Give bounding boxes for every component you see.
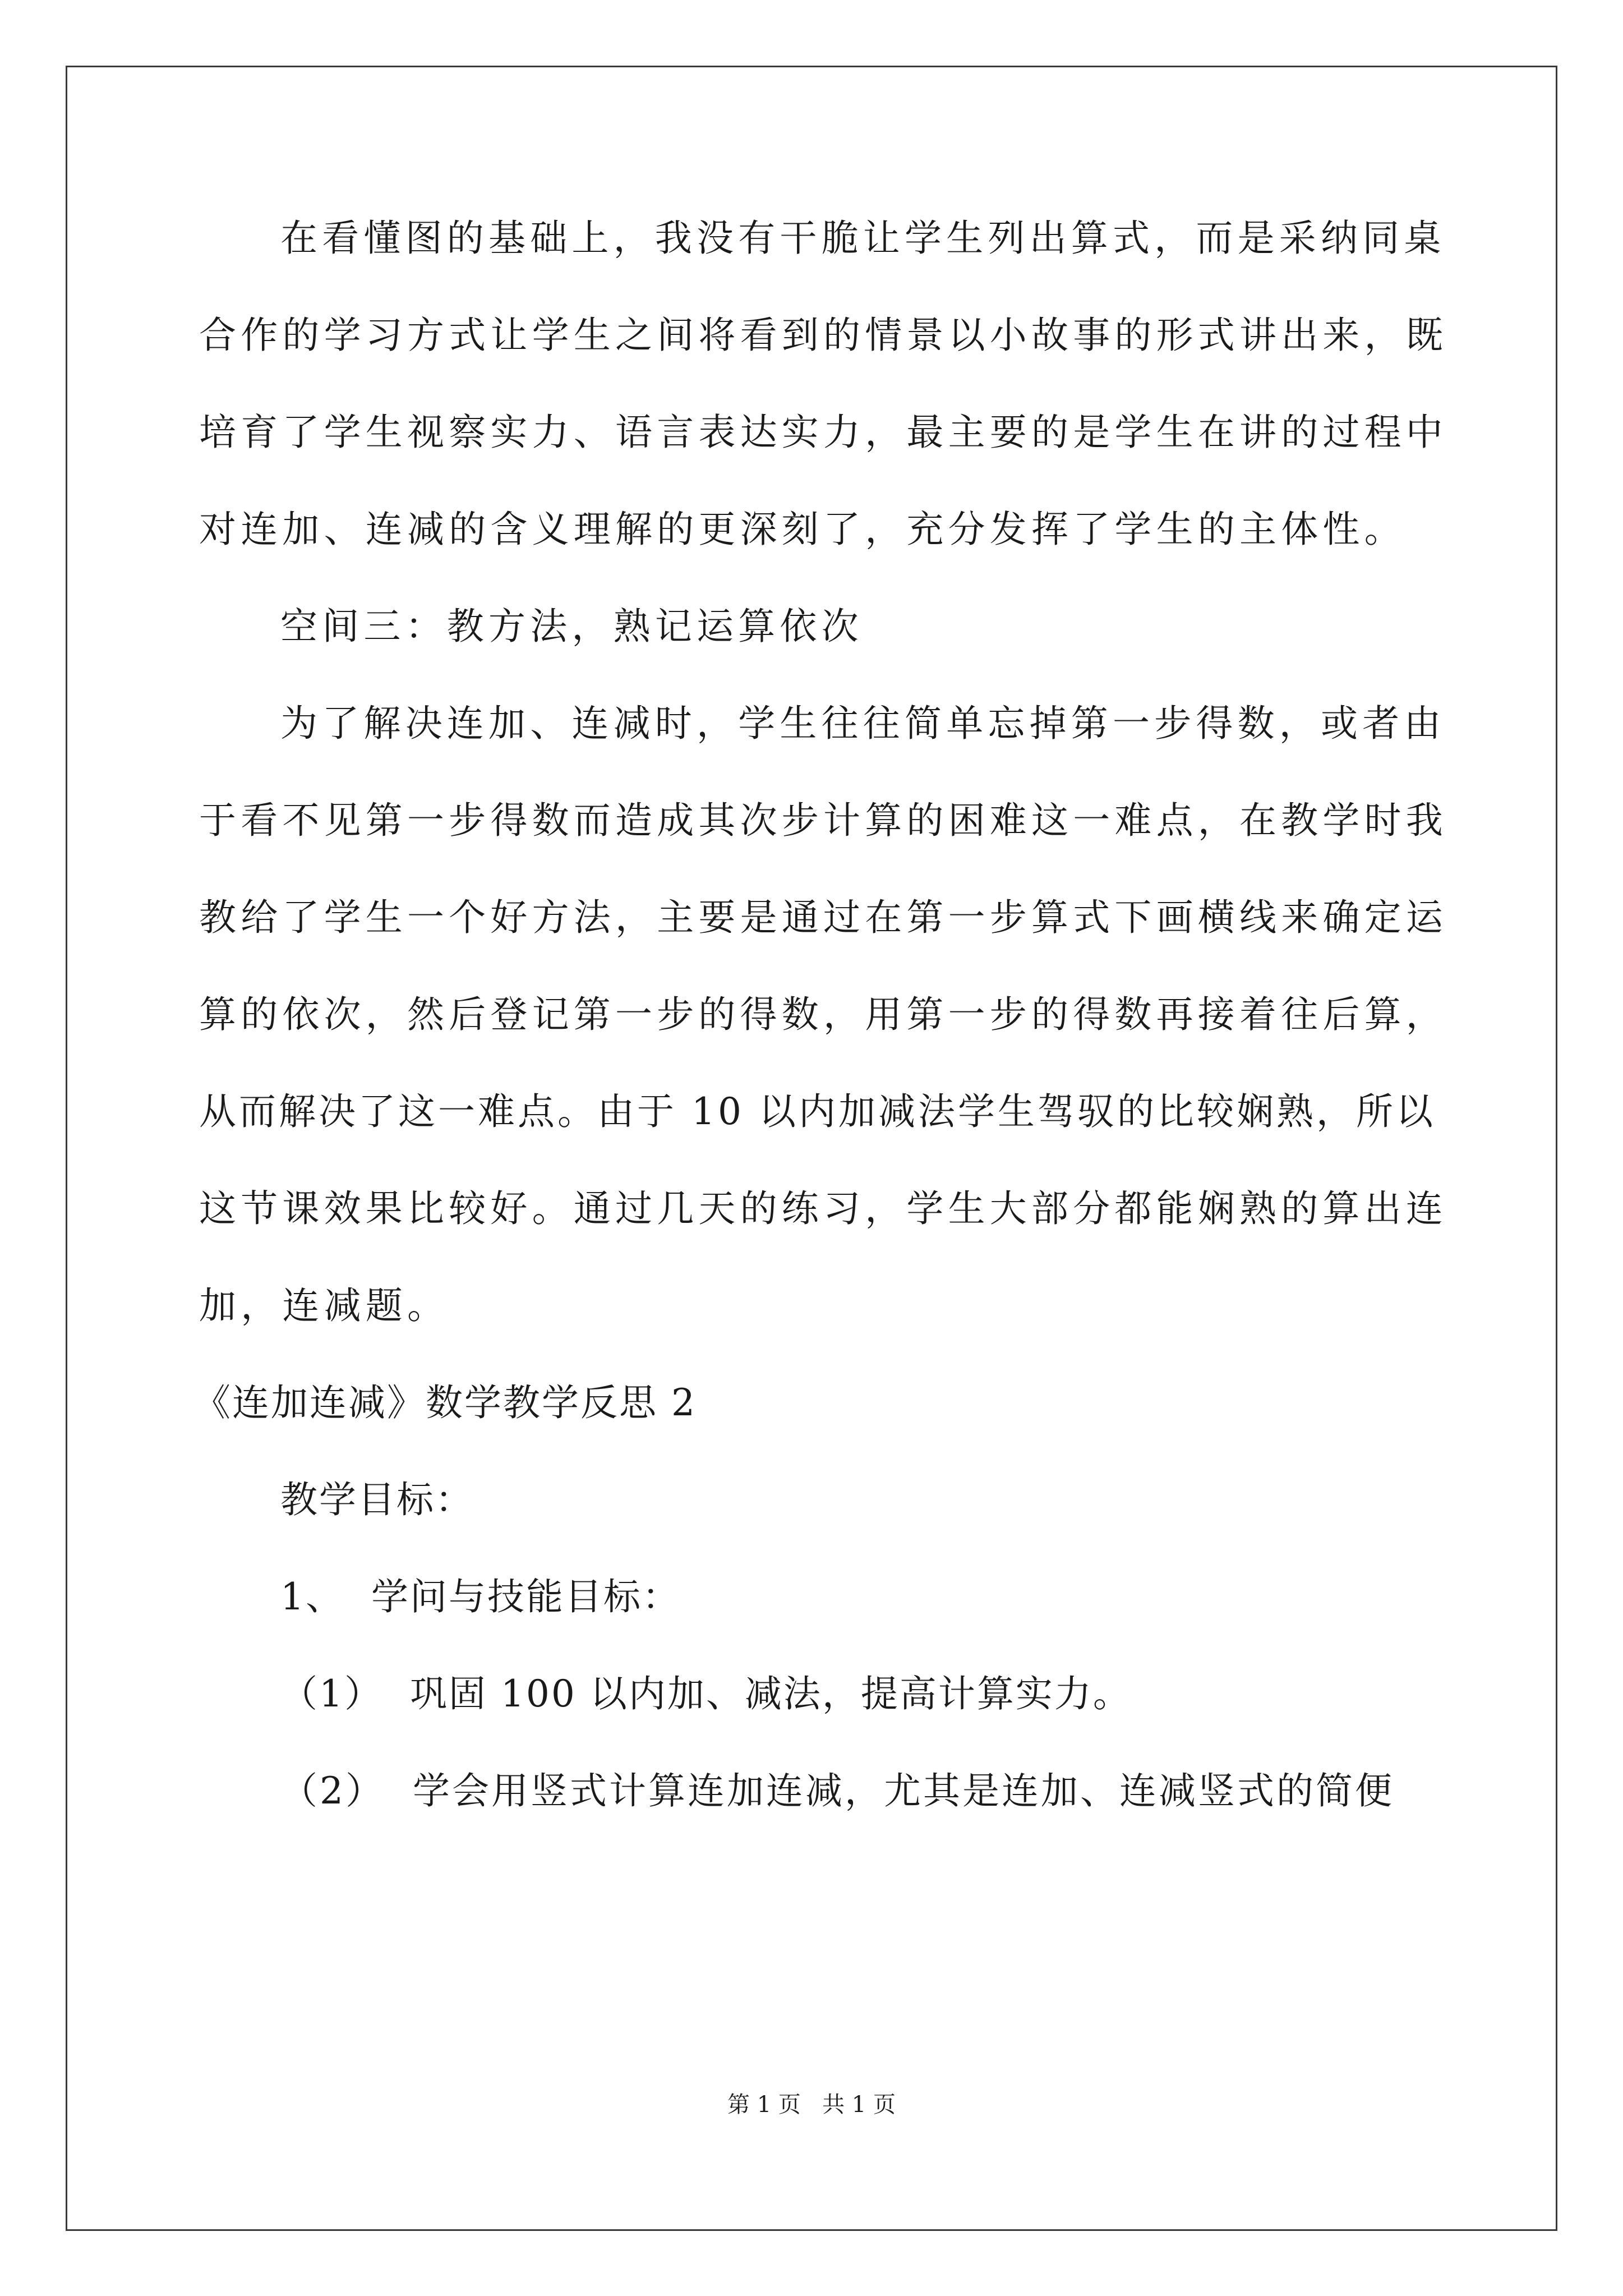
- paragraph-2-line-2: 于看不见第一步得数而造成其次步计算的困难这一难点，在教学时我: [199, 799, 1447, 842]
- objective-1-2: （2） 学会用竖式计算连加连减，尤其是连加、连减竖式的简便: [280, 1769, 1394, 1812]
- paragraph-2-line-7: 加，连减题。: [199, 1284, 449, 1327]
- section-heading: 空间三：教方法，熟记运算依次: [280, 605, 863, 648]
- paragraph-1-line-1: 在看懂图的基础上，我没有干脆让学生列出算式，而是采纳同桌: [280, 217, 1446, 260]
- paragraph-2-line-4: 算的依次，然后登记第一步的得数，用第一步的得数再接着往后算，: [199, 993, 1447, 1036]
- paragraph-1-line-3: 培育了学生视察实力、语言表达实力，最主要的是学生在讲的过程中: [199, 411, 1447, 454]
- paragraph-1-line-4: 对连加、连减的含义理解的更深刻了，充分发挥了学生的主体性。: [199, 508, 1406, 551]
- page-border: [66, 66, 1557, 2231]
- objective-1-1: （1） 巩固 100 以内加、减法，提高计算实力。: [280, 1672, 1132, 1715]
- page-footer: 第 1 页 共 1 页: [727, 2092, 896, 2118]
- objectives-heading: 教学目标：: [280, 1478, 474, 1521]
- paragraph-2-line-5: 从而解决了这一难点。由于 10 以内加减法学生驾驭的比较娴熟，所以: [199, 1090, 1436, 1133]
- paragraph-2-line-6: 这节课效果比较好。通过几天的练习，学生大部分都能娴熟的算出连: [199, 1187, 1447, 1230]
- paragraph-2-line-3: 教给了学生一个好方法，主要是通过在第一步算式下画横线来确定运: [199, 896, 1447, 939]
- objective-1: 1、 学问与技能目标：: [280, 1575, 681, 1618]
- article-title: 《连加连减》数学教学反思 2: [193, 1381, 697, 1424]
- paragraph-1-line-2: 合作的学习方式让学生之间将看到的情景以小故事的形式讲出来，既: [199, 314, 1447, 357]
- paragraph-2-line-1: 为了解决连加、连减时，学生往往简单忘掉第一步得数，或者由: [280, 702, 1446, 745]
